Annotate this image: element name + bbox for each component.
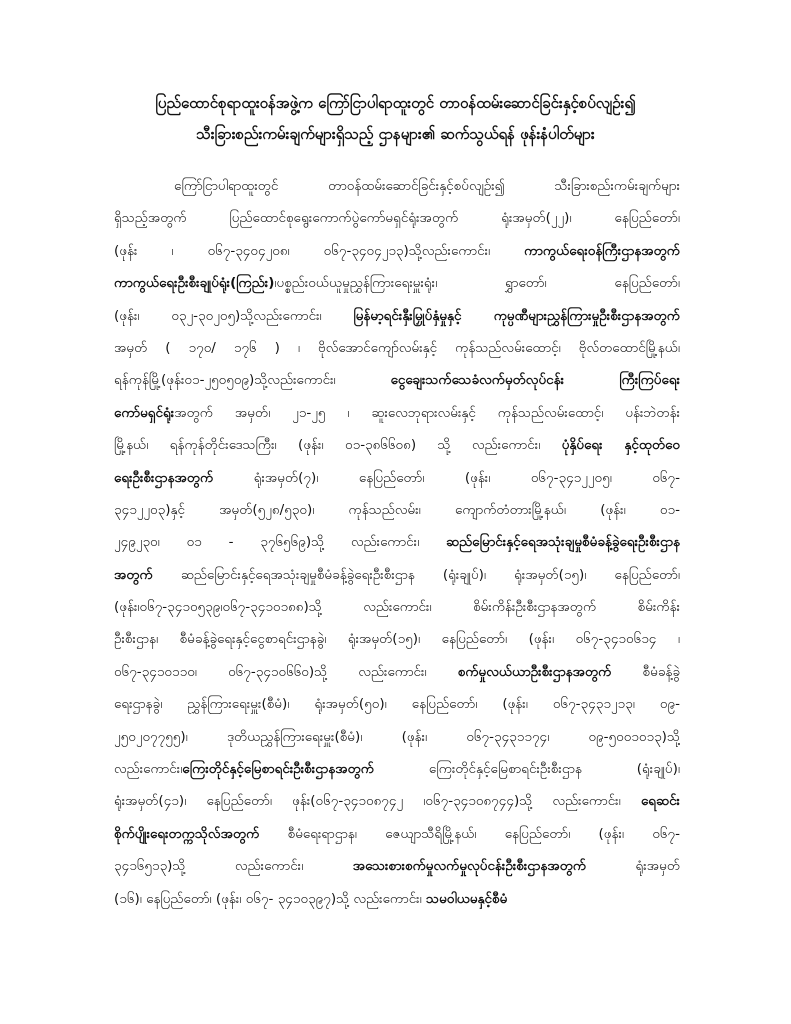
text-segment: စီမံခန့်ခွဲ: [611, 663, 680, 680]
text-segment: ရုံးအမှတ်: [586, 858, 680, 875]
paragraph-line: [114, 235, 680, 267]
document-title-line-1: ပြည်ထောင်စုရာထူးဝန်အဖွဲ့က ကြော်ငြာပါရာထူးတွင် တာဝန်ထမ်းဆောင်ခြင်းနှင့်စပ်လျဉ်း၍: [155, 94, 636, 112]
bold-text-segment: ရေဆင်း: [640, 793, 680, 810]
text-segment: လည်းကောင်း၊: [114, 761, 183, 778]
document-body: [114, 170, 680, 915]
document-title-line-2: သီးခြားစည်းကမ်းချက်များရှိသည့် ဌာနများ၏ ဆက်သွယ်ရန် ဖုန်းနံပါတ်များ: [196, 125, 595, 143]
bold-text-segment: ကာကွယ်ရေးဝန်ကြီးဌာနအတွက်: [524, 242, 680, 259]
paragraph-line: [114, 462, 680, 494]
text-segment: ရန်ကုန်မြို့(ဖုန်း၀၁-၂၅၀၅၀၉)သို့လည်းကောင်း၊: [114, 372, 391, 389]
paragraph-line: [114, 397, 680, 429]
paragraph-line: [114, 332, 680, 364]
paragraph-line: [114, 850, 680, 882]
text-segment: ၀၆၇-၃၄၁၀၁၁၀၊ ၀၆၇-၃၄၁၀၆၆၀)သို့ လည်းကောင်း၊: [114, 663, 458, 680]
bold-text-segment: ငွေချေးသက်သေခံလက်မှတ်လုပ်ငန်း ကြီးကြပ်ရေး: [390, 372, 680, 389]
paragraph-line: [114, 202, 680, 234]
text-segment: မြို့နယ်၊ ရန်ကုန်တိုင်းဒေသကြီး၊ (ဖုန်း၊ ၀၁-၃၈၆၆၀၈) သို့ လည်းကောင်း၊: [114, 437, 562, 454]
text-segment: အတွက် အမှတ်၊ ၂၁-၂၅ ၊ ဆူးလေဘုရားလမ်းနှင့် ကုန်သည်လမ်းထောင့်၊ ပန်းဘဲတန်း: [174, 404, 680, 421]
text-segment: ရှိသည့်အတွက် ပြည်ထောင်စုရွေးကောက်ပွဲကော်မရှင်ရုံးအတွက် ရုံးအမှတ်(၂၂)၊ နေပြည်တော်၊: [114, 210, 680, 227]
text-segment: ရုံးအမှတ်(၄၁)၊ နေပြည်တော်၊ ဖုန်း(၀၆၇-၃၄၁၀၈၇၄၂ ၊၀၆၇-၃၄၁၀၈၇၄၄)သို့ လည်းကောင်း၊: [114, 793, 641, 810]
bold-text-segment: သမဝါယမနှင့်စီမံ: [426, 890, 508, 907]
text-segment: (ဖုန်း၊၀၆၇-၃၄၁၀၅၃၉၊၀၆၇-၃၄၁၀၁၈၈)သို့ လည်းကောင်း၊ စိမ်းကိန်းဦးစီးဌာနအတွက် စိမ်းကိန်း: [114, 599, 680, 616]
text-segment: (ဖုန်း ၊ ၀၆၇-၃၄၀၄၂၀၈၊ ၀၆၇-၃၄၀၄၂၁၃)သို့လည်းကောင်း၊: [114, 242, 525, 259]
text-segment: ၂၄၉၂၃၀၊ ၀၁ - ၃၇၆၅၆၉)သို့ လည်းကောင်း၊: [114, 534, 447, 551]
text-segment: အမှတ် ( ၁၇၀/ ၁၇၆ ) ၊ ဗိုလ်အောင်ကျော်လမ်းနှင့် ကုန်သည်လမ်းထောင့်၊ ဗိုလ်တထောင်မြို့နယ်၊: [114, 339, 680, 356]
text-segment: ၃၄၁၆၅၁၃)သို့ လည်းကောင်း၊: [114, 858, 353, 875]
paragraph-line: [114, 267, 680, 299]
paragraph-line: [114, 559, 680, 591]
text-segment: ဦးစီးဌာန၊ စီမံခန့်ခွဲရေးနှင့်ငွေစာရင်းဌာနခွဲ၊ ရုံးအမှတ်(၁၅)၊ နေပြည်တော်၊ (ဖုန်း၊ ၀၆၇-၃၄၁၀၆၁၄ ၊: [114, 631, 680, 648]
text-segment: ရုံးအမှတ်(၇)၊ နေပြည်တော်၊ (ဖုန်း၊ ၀၆၇-၃၄၁၂၂၀၅၊ ၀၆၇-: [213, 469, 680, 486]
bold-text-segment: ပုံနှိပ်ရေး နှင့်ထုတ်ဝေ: [561, 437, 680, 454]
paragraph-line: [114, 753, 680, 785]
paragraph-line: [114, 688, 680, 720]
text-segment: ၂၅၀၂၀၇၇၅၅)၊ ဒုတိယညွှန်ကြားရေးမှူး(စီမံ)၊ (ဖုန်း၊ ၀၆၇-၃၄၃၁၁၇၄၊ ၀၉-၅၀၀၁၀၁၃)သို့: [114, 728, 680, 745]
text-segment: (၁၆)၊ နေပြည်တော်၊ (ဖုန်း၊ ၀၆၇- ၃၄၁၀၃၉၇)သို့ လည်းကောင်း၊: [114, 890, 427, 907]
text-segment: ၃၄၁၂၂၀၃)နှင့် အမှတ်(၅၂၈/၅၃၀)၊ ကုန်သည်လမ်း၊ ကျောက်တံတားမြို့နယ်၊ (ဖုန်း၊ ၀၁-: [114, 501, 680, 518]
bold-text-segment: အတွက်: [114, 566, 153, 583]
bold-text-segment: မြန်မာ့ရင်းနှီးမြှုပ်နှံမှုနှင့် ကုမ္ပဏီများညွှန်ကြားမှုဦးစီးဌာနအတွက်: [353, 307, 680, 324]
bold-text-segment: ရေးဦးစီးဌာနအတွက်: [114, 469, 214, 486]
paragraph-line: [114, 526, 680, 558]
text-segment: ၊ပစ္စည်းဝယ်ယူမှုညွှန်ကြားရေးမှူးရုံး၊ ရွှာတော်၊ နေပြည်တော်၊: [274, 275, 680, 292]
bold-text-segment: စက်မှုလယ်ယာဦးစီးဌာနအတွက်: [457, 663, 612, 680]
text-segment: ကြော်ငြာပါရာထူးတွင် တာဝန်ထမ်းဆောင်ခြင်းနှင့်စပ်လျဉ်း၍ သီးခြားစည်းကမ်းချက်များ: [174, 178, 680, 194]
bold-text-segment: ကာကွယ်ရေးဦးစီးချုပ်ရုံး(ကြည်း): [114, 275, 275, 292]
bold-text-segment: စိုက်ပျိုးရေးတက္ကသိုလ်အတွက်: [114, 825, 260, 842]
bold-text-segment: ကြေးတိုင်နှင့်မြေစာရင်းဦးစီးဌာနအတွက်: [182, 761, 374, 778]
paragraph-line: [114, 429, 680, 461]
paragraph-line: [114, 364, 680, 396]
paragraph-line: [114, 785, 680, 817]
text-segment: စီမံရေးရာဌာန၊ ဇေယျာသီရိမြို့နယ်၊ နေပြည်တော်၊ (ဖုန်း၊ ၀၆၇-: [259, 825, 680, 842]
text-segment: ရေးဌာနခွဲ၊ ညွှန်ကြားရေးမှူး(စီမံ)၊ ရုံးအမှတ်(၅၀)၊ နေပြည်တော်၊ (ဖုန်း၊ ၀၆၇-၃၄၃၁၂၁၃၊ ၀၉-: [114, 696, 680, 713]
bold-text-segment: အသေးစားစက်မှုလက်မှုလုပ်ငန်းဦးစီးဌာနအတွက်: [352, 858, 587, 875]
paragraph-line: [114, 656, 680, 688]
text-segment: ဆည်မြောင်းနှင့်ရေအသုံးချမှုစီမံခန့်ခွဲရေးဦးစီးဌာန (ရုံးချုပ်)၊ ရုံးအမှတ်(၁၅)၊ နေပြည်တော်၊: [152, 566, 680, 583]
bold-text-segment: ကော်မရှင်ရုံး: [114, 404, 175, 421]
text-segment: ကြေးတိုင်နှင့်မြေစာရင်းဦးစီးဌာန (ရုံးချုပ်)၊: [373, 761, 680, 778]
bold-text-segment: ဆည်မြောင်းနှင့်ရေအသုံးချမှုစီမံခန့်ခွဲရေးဦးစီးဌာန: [446, 534, 680, 551]
paragraph-line: [114, 170, 680, 202]
paragraph-line: [114, 623, 680, 655]
paragraph-line: [114, 300, 680, 332]
paragraph-line: [114, 494, 680, 526]
paragraph-line: [114, 591, 680, 623]
paragraph-line: [114, 818, 680, 850]
paragraph-line: [114, 883, 680, 915]
text-segment: (ဖုန်း၊ ၀၃၂-၃၀၂၀၅)သို့လည်းကောင်း၊: [114, 307, 354, 324]
paragraph-line: [114, 721, 680, 753]
